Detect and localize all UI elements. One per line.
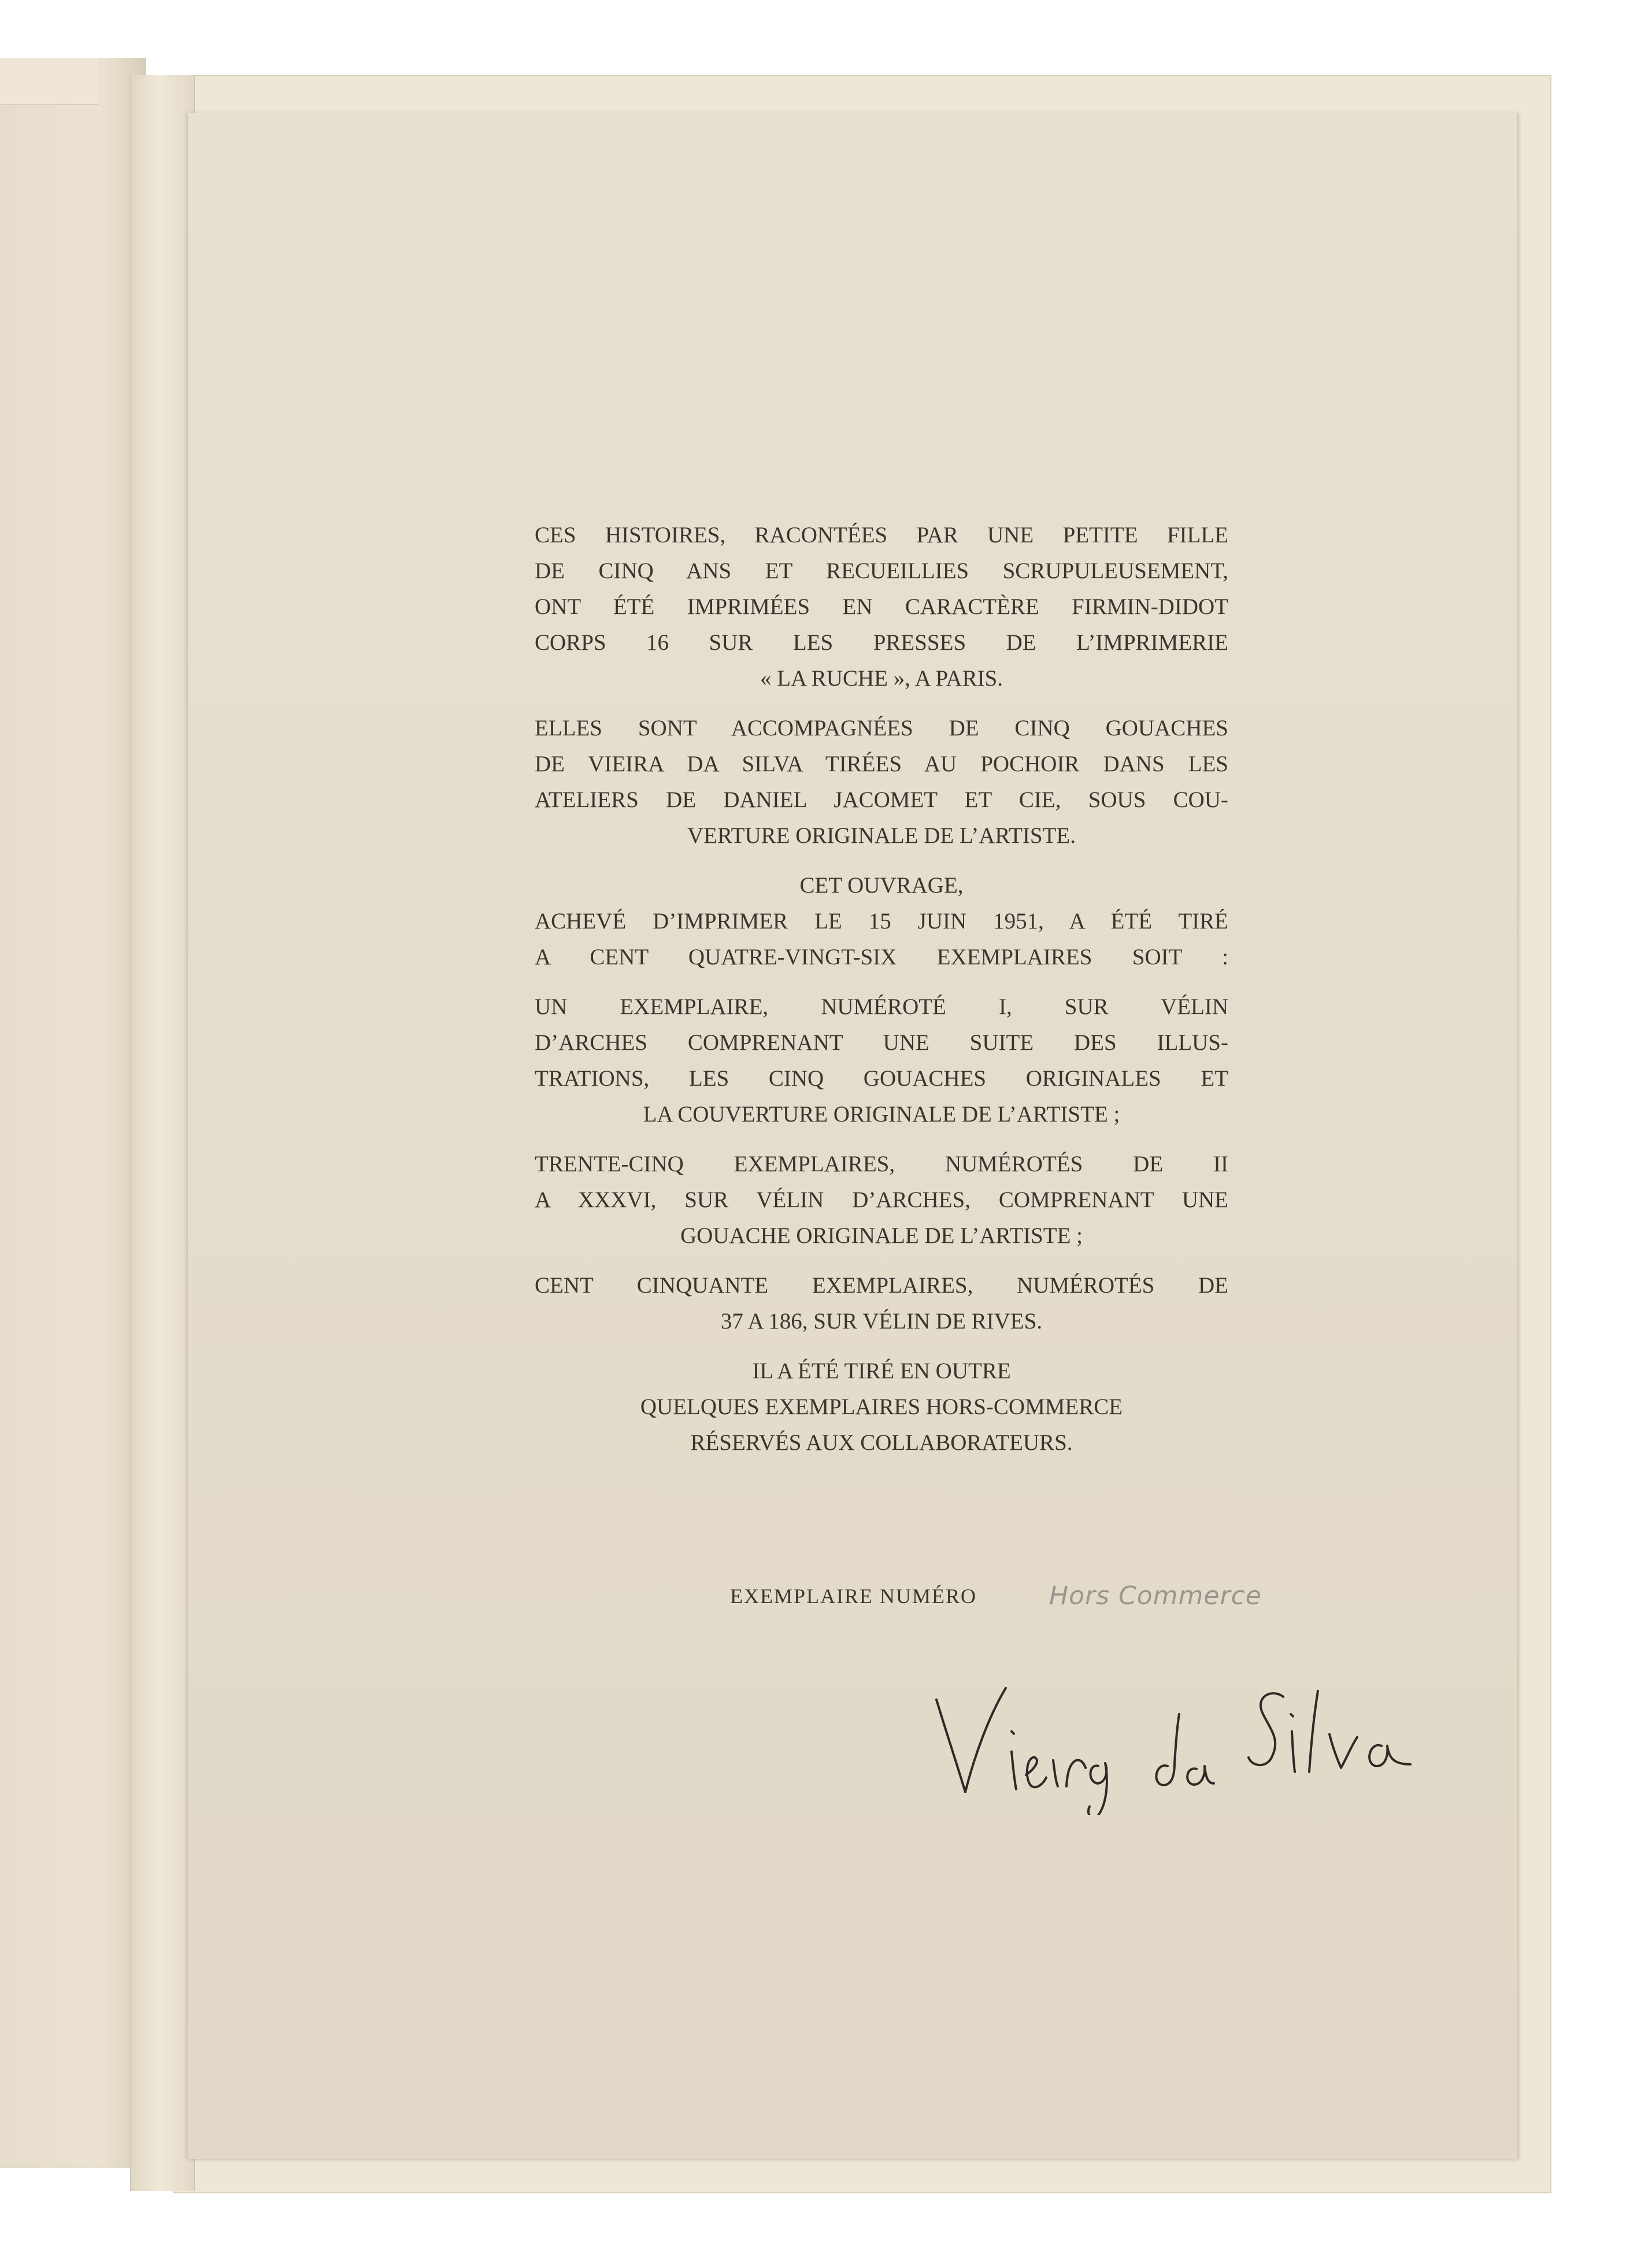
- colophon-line: 37 A 186, SUR VÉLIN DE RIVES.: [720, 1309, 1043, 1334]
- colophon-line: DE VIEIRA DA SILVA TIRÉES AU POCHOIR DANS LES: [535, 752, 1228, 776]
- colophon-line: CES HISTOIRES, RACONTÉES PAR UNE PETITE FILLE: [535, 523, 1228, 547]
- colophon-paragraph-hors-commerce: [535, 1353, 1228, 1461]
- colophon-line: ONT ÉTÉ IMPRIMÉES EN CARACTÈRE FIRMIN-DIDOT: [535, 594, 1228, 619]
- colophon-line: ATELIERS DE DANIEL JACOMET ET CIE, SOUS COU-: [535, 787, 1228, 812]
- colophon-line: A XXXVI, SUR VÉLIN D’ARCHES, COMPRENANT UNE: [535, 1187, 1228, 1212]
- colophon-line: IL A ÉTÉ TIRÉ EN OUTRE: [752, 1359, 1011, 1383]
- colophon-line: UN EXEMPLAIRE, NUMÉROTÉ I, SUR VÉLIN: [535, 994, 1228, 1019]
- colophon-paragraph-printing: [535, 517, 1228, 697]
- colophon-line: TRATIONS, LES CINQ GOUACHES ORIGINALES ET: [535, 1066, 1228, 1091]
- left-page-corner: [0, 58, 98, 105]
- colophon-line: CORPS 16 SUR LES PRESSES DE L’IMPRIMERIE: [535, 630, 1228, 655]
- copy-number-handwritten: Hors Commerce: [1049, 1581, 1262, 1611]
- colophon-paragraph-printrun: [535, 868, 1228, 975]
- colophon-line: TRENTE-CINQ EXEMPLAIRES, NUMÉROTÉS DE II: [535, 1152, 1228, 1176]
- colophon-paragraph-illustrations: [535, 710, 1228, 854]
- colophon-line: « LA RUCHE », A PARIS.: [760, 666, 1003, 691]
- colophon-line: VERTURE ORIGINALE DE L’ARTISTE.: [687, 823, 1076, 848]
- colophon-paragraph-copy-one: [535, 989, 1228, 1132]
- colophon-paragraph-arches-copies: [535, 1146, 1228, 1254]
- colophon-line: DE CINQ ANS ET RECUEILLIES SCRUPULEUSEMENT,: [535, 558, 1228, 583]
- colophon-line: RÉSERVÉS AUX COLLABORATEURS.: [690, 1430, 1073, 1455]
- artist-signature: [925, 1665, 1422, 1815]
- colophon-line: QUELQUES EXEMPLAIRES HORS-COMMERCE: [640, 1394, 1123, 1419]
- colophon-line: ACHEVÉ D’IMPRIMER LE 15 JUIN 1951, A ÉTÉ TIRÉ: [535, 909, 1228, 934]
- colophon-line: LA COUVERTURE ORIGINALE DE L’ARTISTE ;: [643, 1102, 1120, 1127]
- colophon-line: GOUACHE ORIGINALE DE L’ARTISTE ;: [680, 1223, 1083, 1248]
- left-page-edge: [0, 58, 146, 2168]
- colophon-paragraph-rives-copies: [535, 1268, 1228, 1339]
- colophon-line: A CENT QUATRE-VINGT-SIX EXEMPLAIRES SOIT :: [535, 945, 1228, 969]
- colophon-text: [535, 517, 1228, 1475]
- copy-number-label: EXEMPLAIRE NUMÉRO: [730, 1585, 977, 1608]
- colophon-line: CENT CINQUANTE EXEMPLAIRES, NUMÉROTÉS DE: [535, 1273, 1228, 1298]
- colophon-line: CET OUVRAGE,: [799, 873, 964, 898]
- spine-fold: [130, 75, 195, 2191]
- colophon-line: ELLES SONT ACCOMPAGNÉES DE CINQ GOUACHES: [535, 716, 1228, 741]
- colophon-line: D’ARCHES COMPRENANT UNE SUITE DES ILLUS-: [535, 1030, 1228, 1055]
